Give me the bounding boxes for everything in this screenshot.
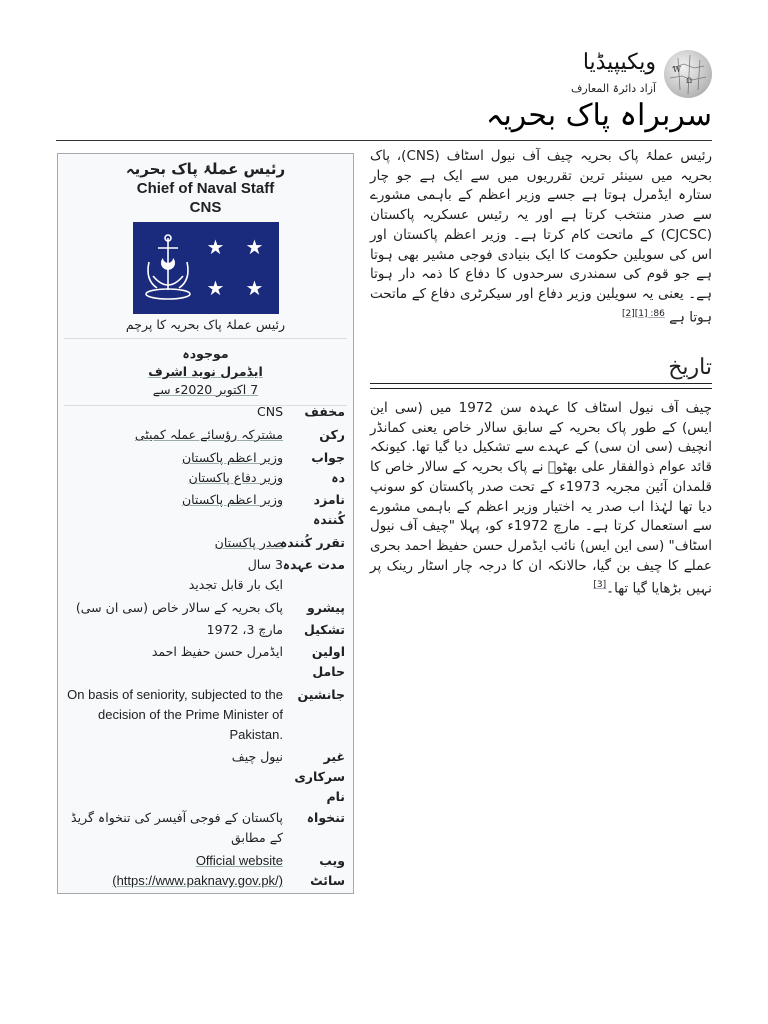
row-value: پاک بحریہ کے سالار خاص (سی ان سی) (75, 600, 283, 615)
row-value: CNS (256, 404, 283, 419)
row-value: مارچ 3، 1972 (206, 622, 283, 637)
svg-text:W: W (672, 65, 681, 74)
current-label: موجودہ (182, 346, 229, 361)
flag-star-icon: ★ (245, 276, 264, 300)
site-logo[interactable] (562, 48, 712, 100)
flag-star-icon: ★ (206, 276, 225, 300)
official-website-link[interactable]: Official website (https://www.paknavy.gov.pk/) (112, 853, 283, 888)
infobox-title-english: Chief of Naval Staff (136, 180, 275, 197)
row-label: اولین حامل (311, 644, 345, 679)
incumbent-link[interactable]: ایڈمرل نوید اشرف (148, 364, 263, 379)
history-reference[interactable]: [3] (593, 580, 607, 591)
intro-references[interactable]: 86: [1][2] (621, 308, 665, 319)
infobox-title-urdu: رئیس عملۂ پاک بحریہ (125, 160, 286, 178)
flag-star-icon: ★ (206, 235, 225, 259)
history-paragraph (370, 399, 712, 600)
infobox-title (58, 160, 353, 217)
heading-divider (370, 388, 712, 389)
infobox-abbreviation: CNS (189, 199, 222, 216)
row-label: جواب دہ (311, 450, 345, 485)
row-value: ایک بار قابل تجدید (188, 577, 283, 592)
navy-crest-icon (143, 232, 193, 302)
since-date-link[interactable]: 7 اکتوبر 2020ء سے (152, 382, 259, 397)
naval-chief-flag-image[interactable] (133, 222, 279, 314)
reports-to-pm-link[interactable]: وزیر اعظم پاکستان (181, 450, 283, 465)
row-label: تنخواہ (306, 810, 345, 825)
row-label: ویب سائٹ (310, 853, 345, 888)
row-label: پیشرو (306, 600, 345, 615)
row-label: مدت عہدہ (282, 557, 345, 572)
member-link[interactable]: مشترکہ رؤسائے عملہ کمیٹی (134, 427, 283, 442)
row-value: 3 سال (247, 557, 283, 572)
row-value: On basis of seniority, subjected to the decision of the Prime Minister of Pakistan. (67, 687, 283, 742)
page-title: سربراہ پاک بحریہ (485, 98, 712, 133)
intro-text: رئیس عملۂ پاک بحریہ چیف آف نیول اسٹاف (CNS)، پاک بحریہ میں سینئر ترین تقرریوں میں سے ایک ہے جو چار ستارہ ایڈمرل ہوتا ہے جسے وزیر اعظم کے باہمی مشورے سے صدر منتخب کرتا ہے اور یہ رئیس عسکریہ پاکستان (CJCSC) کے ماتحت کام کرتا ہے۔ وزیر اعظم پاکستان اور اس کی سویلین حکومت کا ایک بنیادی فوجی مشیر بھی ہوتا ہے جو قوم کی سمندری سرحدوں کا دفاع کا ذمہ دار ہوتا ہے۔ یعنی یہ سویلین وزیر دفاع اور سیکرٹری دفاع کے ماتحت ہوتا ہے (370, 148, 712, 326)
title-divider (56, 140, 712, 141)
infobox-divider (64, 338, 347, 339)
heading-divider (370, 383, 712, 384)
history-heading: تاریخ (668, 355, 712, 380)
wikipedia-globe-icon (664, 50, 712, 98)
row-value: نیول چیف (231, 749, 283, 764)
current-holder (58, 345, 353, 399)
site-tagline: آزاد دائرۃ المعارف (571, 82, 656, 95)
infobox (57, 153, 354, 894)
svg-text:Ω: Ω (686, 77, 692, 85)
flag-star-icon: ★ (245, 235, 264, 259)
row-value: ایڈمرل حسن حفیظ احمد (151, 644, 283, 659)
row-value: پاکستان کے فوجی آفیسر کی تنخواہ گریڈ کے مطابق (71, 810, 283, 845)
flag-caption: رئیس عملۂ پاک بحریہ کا پرچم (125, 317, 286, 332)
intro-paragraph (370, 147, 712, 328)
row-label: تقرر کُنندہ (279, 535, 345, 550)
site-wordmark: ویکیپیڈیا (582, 50, 656, 75)
row-label: مخفف (304, 404, 345, 419)
appointer-link[interactable]: صدر پاکستان (214, 535, 283, 550)
reports-to-defence-minister-link[interactable]: وزیر دفاع پاکستان (188, 470, 283, 485)
row-label: تشکیل (304, 622, 345, 637)
row-label: جانشین (297, 687, 345, 702)
history-text: چیف آف نیول اسٹاف کا عہدہ سن 1972 میں (سی این ایس) کے طور پاک بحریہ کے سابق سالار خاص یعنی کمانڈر انچیف (سی ان سی) کے عہدے سے تشکیل دیا گیا تھا. کیونکہ قائد عوام ذوالفقار علی بھٹوؒ نے پاک بحریہ کے سالار خاص کا قلمدان آئین مجریہ 1973ء کے تحت صدر پاکستان کو سونپ دیا تھا لہٰذا اب صدر یہ اختیار وزیر اعظم کے باہمی مشورے سے استعمال کرتا ہے۔ مارچ 1972ء کو، پہلا "چیف آف نیول اسٹاف" (سی این ایس) نائب ایڈمرل حسن حفیظ احمد بحری عملے کا چیف بن گیا، حالانکہ ان کا درجہ چار اسٹار رینک پر نہیں بڑھایا گیا تھا۔ (370, 400, 712, 597)
row-label: رکن (319, 427, 345, 442)
nominator-link[interactable]: وزیر اعظم پاکستان (181, 492, 283, 507)
row-label: نامزد کُنندہ (312, 492, 345, 527)
row-label: غیر سرکاری نام (294, 749, 345, 804)
